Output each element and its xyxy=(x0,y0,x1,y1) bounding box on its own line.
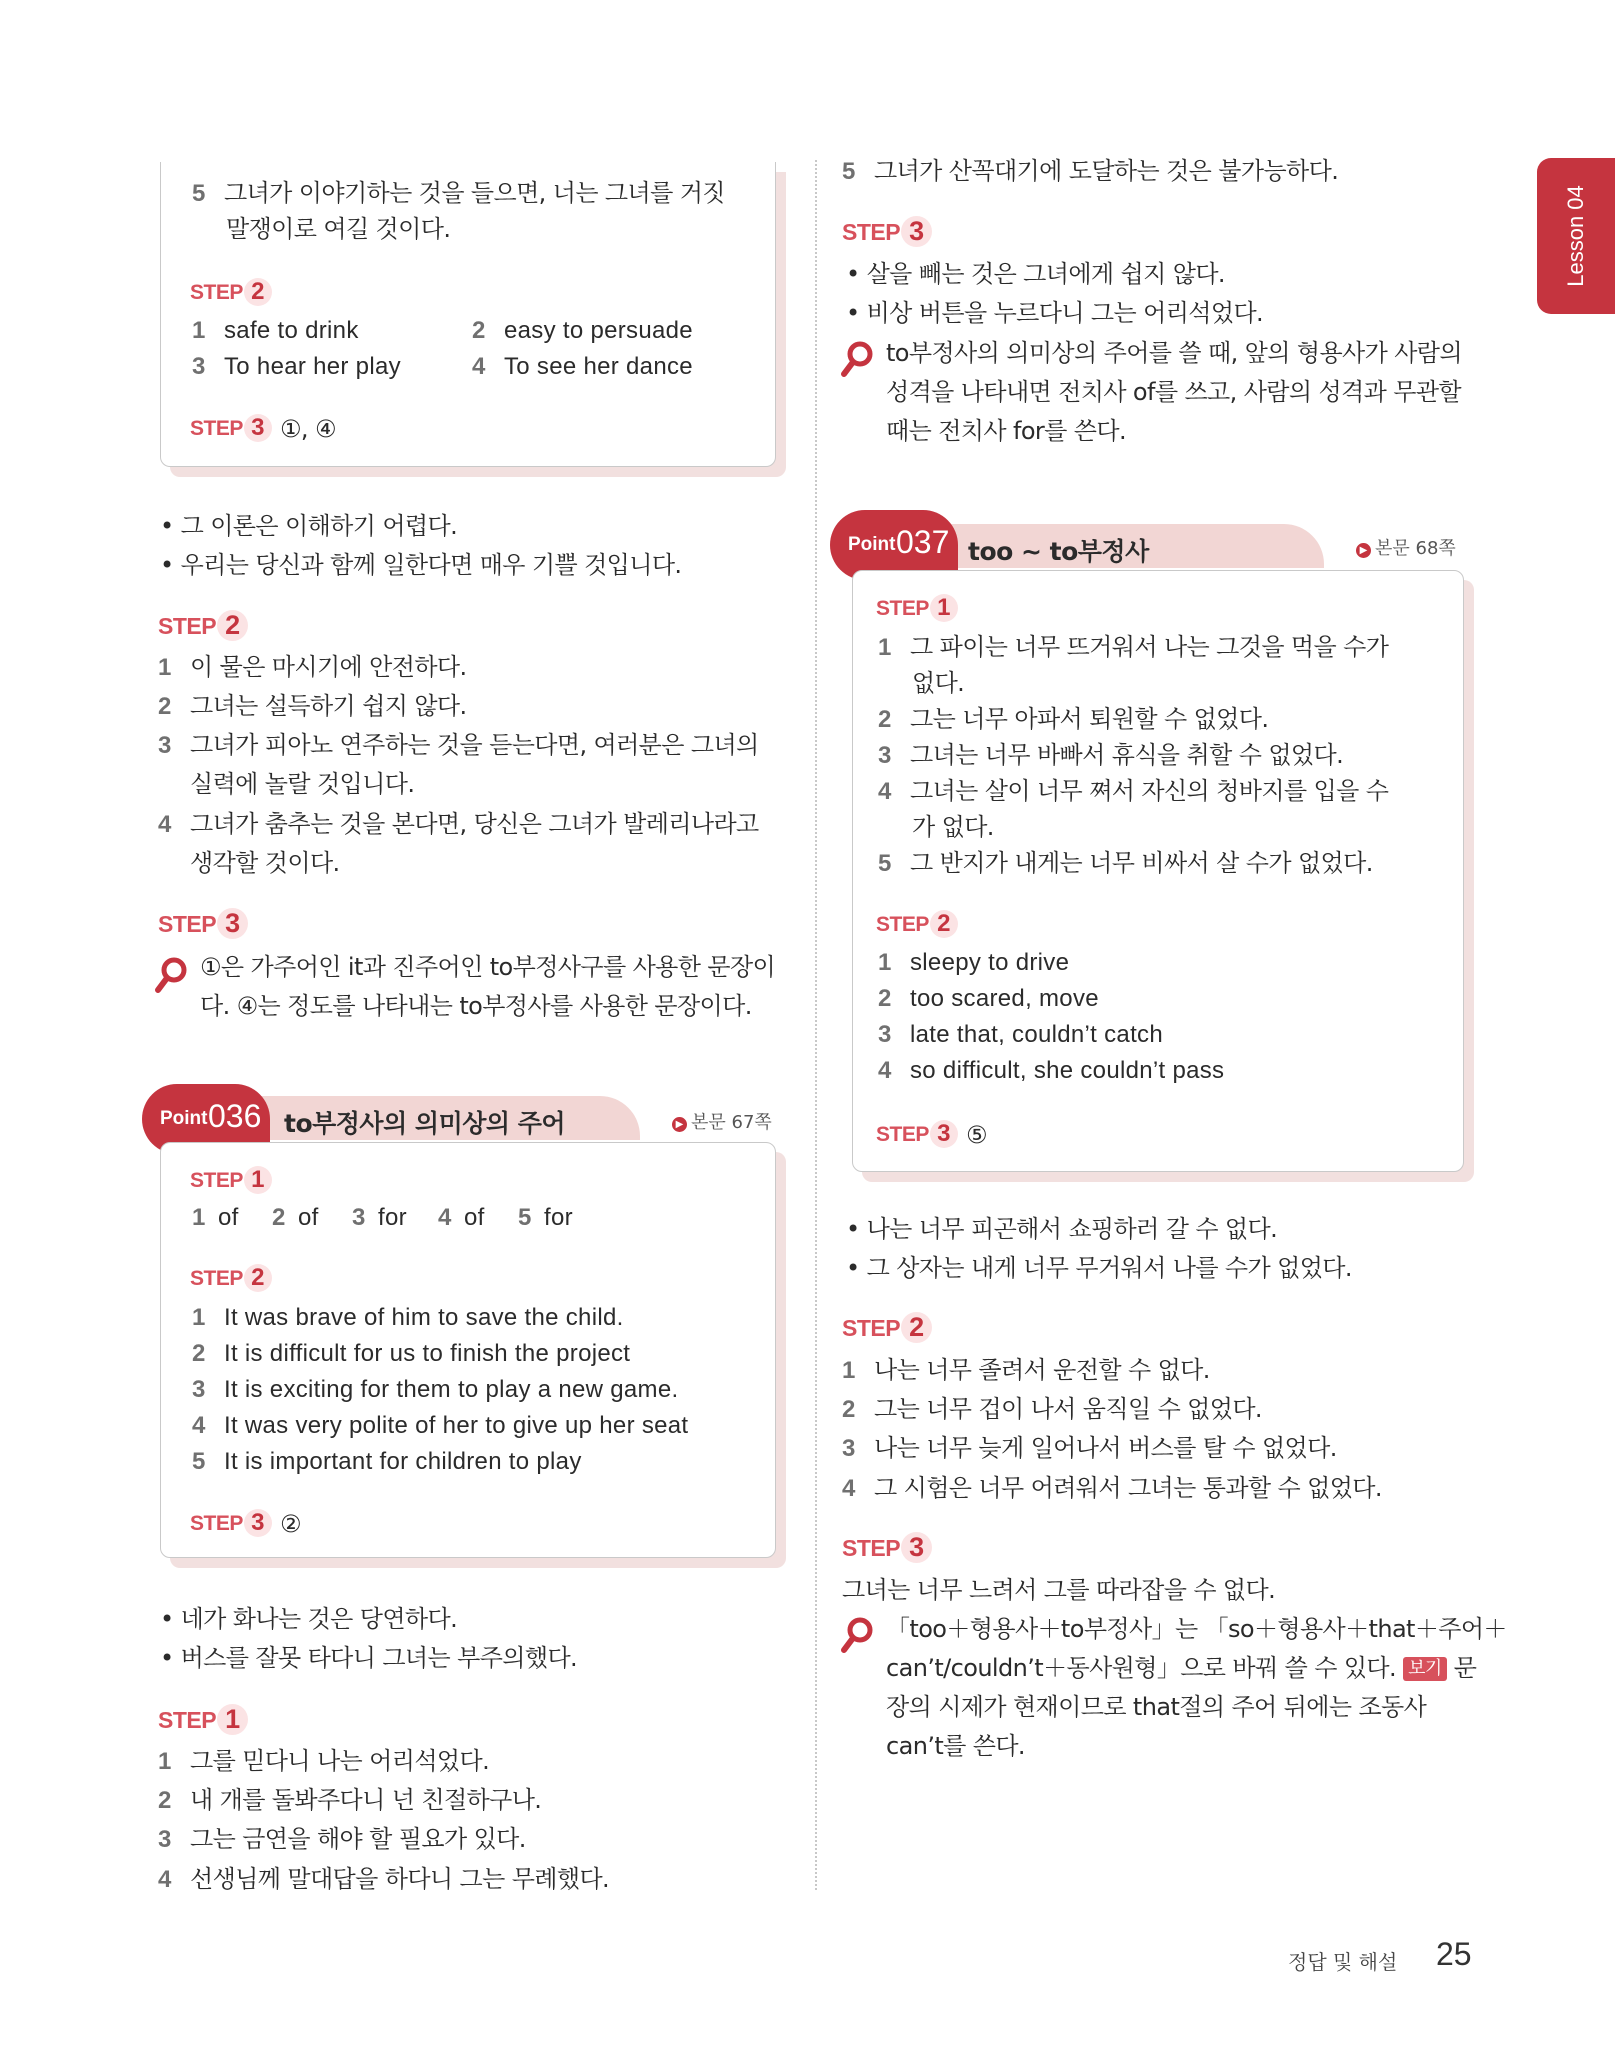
list-item: 4 그녀가 춤추는 것을 본다면, 당신은 그녀가 발레리나라고 xyxy=(158,810,759,838)
step-1-heading: STEP 1 xyxy=(158,1704,248,1735)
step-3-heading: STEP 3 xyxy=(842,1532,932,1563)
page-reference: ▶ 본문 67쪽 xyxy=(672,1108,772,1134)
lesson-tab-label: Lesson 04 xyxy=(1563,185,1588,287)
list-item: 2 그녀는 설득하기 쉽지 않다. xyxy=(158,692,467,720)
step-3-label: STEP 3 xyxy=(190,1509,272,1537)
bullet-line: • 그 이론은 이해하기 어렵다. xyxy=(160,512,458,540)
magnifier-icon xyxy=(154,956,190,996)
list-item: 1 그 파이는 너무 뜨거워서 나는 그것을 먹을 수가 xyxy=(878,633,1389,661)
step-2-heading: STEP 2 xyxy=(158,610,248,641)
list-item: 2 내 개를 돌봐주다니 넌 친절하구나. xyxy=(158,1786,542,1814)
step-1-answers: 1 of 2 of 3 for 4 of 5 for xyxy=(192,1204,573,1231)
list-item: 4 so difficult, she couldn’t pass xyxy=(878,1057,1225,1084)
item-5: 5 그녀가 이야기하는 것을 들으면, 너는 그녀를 거짓 xyxy=(192,179,725,207)
step-1-label: STEP 1 xyxy=(876,594,958,622)
list-item: 5 그 반지가 내게는 너무 비싸서 살 수가 없었다. xyxy=(878,849,1373,877)
bullet-line: • 비상 버튼을 누르다니 그는 어리석었다. xyxy=(846,299,1264,327)
answer-sentence: 그녀는 너무 느려서 그를 따라잡을 수 없다. xyxy=(842,1576,1276,1604)
list-item-cont: 실력에 놀랄 것입니다. xyxy=(190,770,415,798)
step-2-heading: STEP 2 xyxy=(842,1312,932,1343)
step-3-label: STEP 3 xyxy=(190,414,272,442)
list-item: 1 그를 믿다니 나는 어리석었다. xyxy=(158,1747,490,1775)
list-item: 3 late that, couldn’t catch xyxy=(878,1021,1163,1048)
list-item: 2 그는 너무 겁이 나서 움직일 수 없었다. xyxy=(842,1395,1262,1423)
step-3-answer: ⑤ xyxy=(966,1121,987,1149)
step-3-label: STEP 3 xyxy=(876,1120,958,1148)
list-item: 1 sleepy to drive xyxy=(878,949,1070,976)
list-item: 4 그녀는 살이 너무 쪄서 자신의 청바지를 입을 수 xyxy=(878,777,1389,805)
list-item-cont: 생각할 것이다. xyxy=(190,849,340,877)
step-2-label: STEP 2 xyxy=(190,1264,272,1292)
bullet-line: • 나는 너무 피곤해서 쇼핑하러 갈 수 없다. xyxy=(846,1215,1278,1243)
step-3-heading: STEP 3 xyxy=(158,908,248,939)
explanation-note: can’t를 쓴다. xyxy=(886,1732,1025,1760)
explanation-note: 장의 시제가 현재이므로 that절의 주어 뒤에는 조동사 xyxy=(886,1693,1427,1721)
answer-4: 4 To see her dance xyxy=(472,353,693,380)
list-item: 3 나는 너무 늦게 일어나서 버스를 탈 수 없었다. xyxy=(842,1434,1337,1462)
list-item: 4 선생님께 말대답을 하다니 그는 무례했다. xyxy=(158,1865,610,1893)
magnifier-icon xyxy=(840,1616,876,1656)
list-item: 4 그 시험은 너무 어려워서 그녀는 통과할 수 없었다. xyxy=(842,1474,1382,1502)
explanation-note: ①은 가주어인 it과 진주어인 to부정사구를 사용한 문장이 xyxy=(200,953,776,981)
step-2-label: STEP 2 xyxy=(190,278,272,306)
answer-2: 2 easy to persuade xyxy=(472,317,693,344)
point-036-title: to부정사의 의미상의 주어 xyxy=(284,1109,566,1138)
answer-1: 1 safe to drink xyxy=(192,317,359,344)
point-037-title: too ~ to부정사 xyxy=(968,537,1149,566)
item-5-cont: 말쟁이로 여길 것이다. xyxy=(226,215,451,243)
list-item: 5 그녀가 산꼭대기에 도달하는 것은 불가능하다. xyxy=(842,157,1339,185)
bogi-badge: 보기 xyxy=(1403,1657,1447,1681)
lesson-tab xyxy=(1537,158,1615,314)
list-item: 1 나는 너무 졸려서 운전할 수 없다. xyxy=(842,1356,1210,1384)
step-3-answer: ② xyxy=(280,1510,301,1538)
bullet-line: • 네가 화나는 것은 당연하다. xyxy=(160,1605,458,1633)
footer-label: 정답 및 해설 xyxy=(1288,1950,1398,1974)
list-item: 1 It was brave of him to save the child. xyxy=(192,1304,624,1331)
page-reference: ▶ 본문 68쪽 xyxy=(1356,534,1456,560)
list-item-cont: 가 없다. xyxy=(912,813,994,841)
bullet-line: • 우리는 당신과 함께 일한다면 매우 기쁠 것입니다. xyxy=(160,551,682,579)
step-1-label: STEP 1 xyxy=(190,1166,272,1194)
list-item: 3 그녀는 너무 바빠서 휴식을 취할 수 없었다. xyxy=(878,741,1344,769)
list-item: 3 그는 금연을 해야 할 필요가 있다. xyxy=(158,1825,526,1853)
step-3-heading: STEP 3 xyxy=(842,216,932,247)
explanation-note: 다. ④는 정도를 나타내는 to부정사를 사용한 문장이다. xyxy=(200,992,752,1020)
explanation-note: to부정사의 의미상의 주어를 쓸 때, 앞의 형용사가 사람의 xyxy=(886,339,1462,367)
list-item: 5 It is important for children to play xyxy=(192,1448,582,1475)
list-item: 1 이 물은 마시기에 안전하다. xyxy=(158,653,467,681)
bullet-line: • 그 상자는 내게 너무 무거워서 나를 수가 없었다. xyxy=(846,1254,1352,1282)
point-036-badge: Point 036 xyxy=(142,1084,270,1154)
arrow-icon: ▶ xyxy=(1356,543,1371,558)
bullet-line: • 버스를 잘못 타다니 그녀는 부주의했다. xyxy=(160,1644,578,1672)
list-item: 3 그녀가 피아노 연주하는 것을 듣는다면, 여러분은 그녀의 xyxy=(158,731,759,759)
list-item: 4 It was very polite of her to give up her seat xyxy=(192,1412,689,1439)
list-item: 2 It is difficult for us to finish the project xyxy=(192,1340,631,1367)
list-item-cont: 없다. xyxy=(912,669,965,697)
page-number: 25 xyxy=(1436,1936,1472,1972)
bullet-line: • 살을 빼는 것은 그녀에게 쉽지 않다. xyxy=(846,260,1225,288)
arrow-icon: ▶ xyxy=(672,1117,687,1132)
answer-3: 3 To hear her play xyxy=(192,353,401,380)
explanation-note: can’t/couldn’t＋동사원형」으로 바꿔 쓸 수 있다. 보기 문 xyxy=(886,1654,1477,1682)
column-divider xyxy=(815,160,817,1890)
explanation-note: 성격을 나타내면 전치사 of를 쓰고, 사람의 성격과 무관할 xyxy=(886,378,1462,406)
magnifier-icon xyxy=(840,340,876,380)
step-3-answer: ①, ④ xyxy=(280,415,336,443)
list-item: 3 It is exciting for them to play a new game. xyxy=(192,1376,679,1403)
list-item: 2 그는 너무 아파서 퇴원할 수 없었다. xyxy=(878,705,1269,733)
explanation-note: 때는 전치사 for를 쓴다. xyxy=(886,417,1126,445)
list-item: 2 too scared, move xyxy=(878,985,1099,1012)
explanation-note: 「too＋형용사＋to부정사」는 「so＋형용사＋that＋주어＋ xyxy=(886,1615,1507,1643)
point-037-badge: Point 037 xyxy=(830,510,958,580)
step-2-label: STEP 2 xyxy=(876,910,958,938)
